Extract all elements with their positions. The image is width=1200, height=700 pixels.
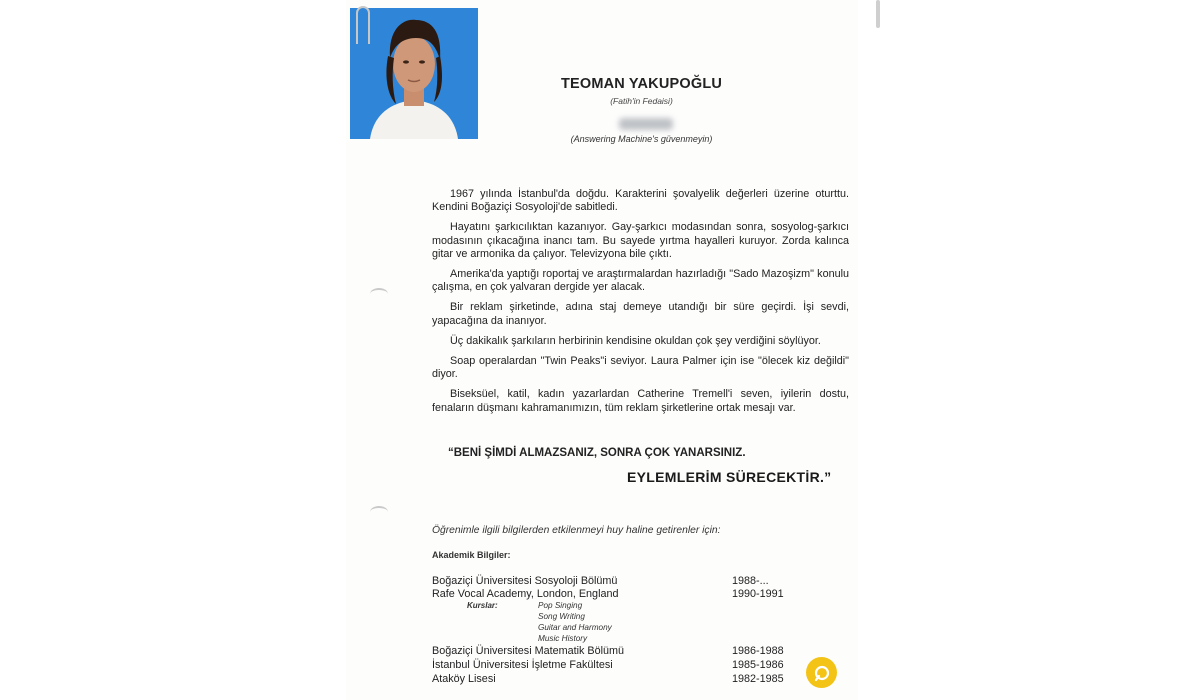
course-item: Pop Singing [538,601,583,610]
bio-paragraph: Soap operalardan "Twin Peaks"i seviyor. Laura Palmer için ise "ölecek kiz değildi" diyor. [432,355,849,381]
scrollbar-thumb[interactable] [876,0,880,28]
education-years: 1986-1988 [732,645,784,657]
education-school: Ataköy Lisesi [432,673,496,685]
education-school: Rafe Vocal Academy, London, England [432,588,619,600]
bio-paragraph: Biseksüel, katil, kadın yazarlardan Catherine Tremell'i seven, iyilerin dostu, fenaların düşmanı kahramanımızın, tüm reklam şirketlerine ortak mesajı var. [432,388,849,414]
paperclip-icon [356,6,370,44]
quote-line-2: EYLEMLERİM SÜRECEKTİR.” [627,469,832,485]
bio-paragraph: Amerika'da yaptığı roportaj ve araştırmalardan hazırladığı "Sado Mazoşizm" konulu çalışma, en çok yalvaran dergide yer alacak. [432,268,849,294]
course-item: Song Writing [538,612,585,621]
bio-paragraph: 1967 yılında İstanbul'da doğdu. Karakterini şovalyelik değerleri üzerine oturttu. Kendini Boğaziçi Sosyoloji'de sabitledi. [432,188,849,214]
education-years: 1988-... [732,575,769,587]
education-school: Boğaziçi Üniversitesi Matematik Bölümü [432,645,625,657]
academic-heading: Akademik Bilgiler: [432,550,511,560]
bio-paragraph: Hayatını şarkıcılıktan kazanıyor. Gay-şarkıcı modasından sonra, sosyolog-şarkıcı modasının çıkacağına inancı tam. Bu sayede yırtma hayalleri kuruyor. Zorda kalınca gitar ve armonika da çalıyor. Televizyona bile çıktı. [432,221,849,260]
bio-section [432,188,849,422]
redacted-phone [619,118,673,130]
resume-name: TEOMAN YAKUPOĞLU [560,76,723,92]
punch-hole-mark [370,506,388,518]
education-years: 1990-1991 [732,588,784,600]
quick-action-icon [813,664,831,682]
course-item: Guitar and Harmony [538,623,612,632]
quote-line-1: “BENİ ŞİMDİ ALMAZSANIZ, SONRA ÇOK YANARSINIZ. [448,447,746,459]
resume-nickname: (Fatih'in Fedaisi) [610,96,673,106]
education-school: İstanbul Üniversitesi İşletme Fakültesi [432,659,613,671]
punch-hole-mark [370,288,388,300]
phone-note: (Answering Machine's güvenmeyin) [570,134,713,144]
education-intro: Öğrenimle ilgili bilgilerden etkilenmeyi huy haline getirenler için: [432,525,721,536]
education-years: 1985-1986 [732,659,784,671]
floating-action-button[interactable] [806,657,837,688]
education-school: Boğaziçi Üniversitesi Sosyoloji Bölümü [432,575,618,587]
course-item: Music History [538,634,588,643]
courses-label: Kurslar: [467,601,498,610]
education-years: 1982-1985 [732,673,784,685]
bio-paragraph: Üç dakikalık şarkıların herbirinin kendisine okuldan çok şey verdiğini söylüyor. [450,334,821,347]
bio-paragraph: Bir reklam şirketinde, adına staj demeye utandığı bir süre geçirdi. İşi sevdi, yapacağına da inanıyor. [432,301,849,327]
